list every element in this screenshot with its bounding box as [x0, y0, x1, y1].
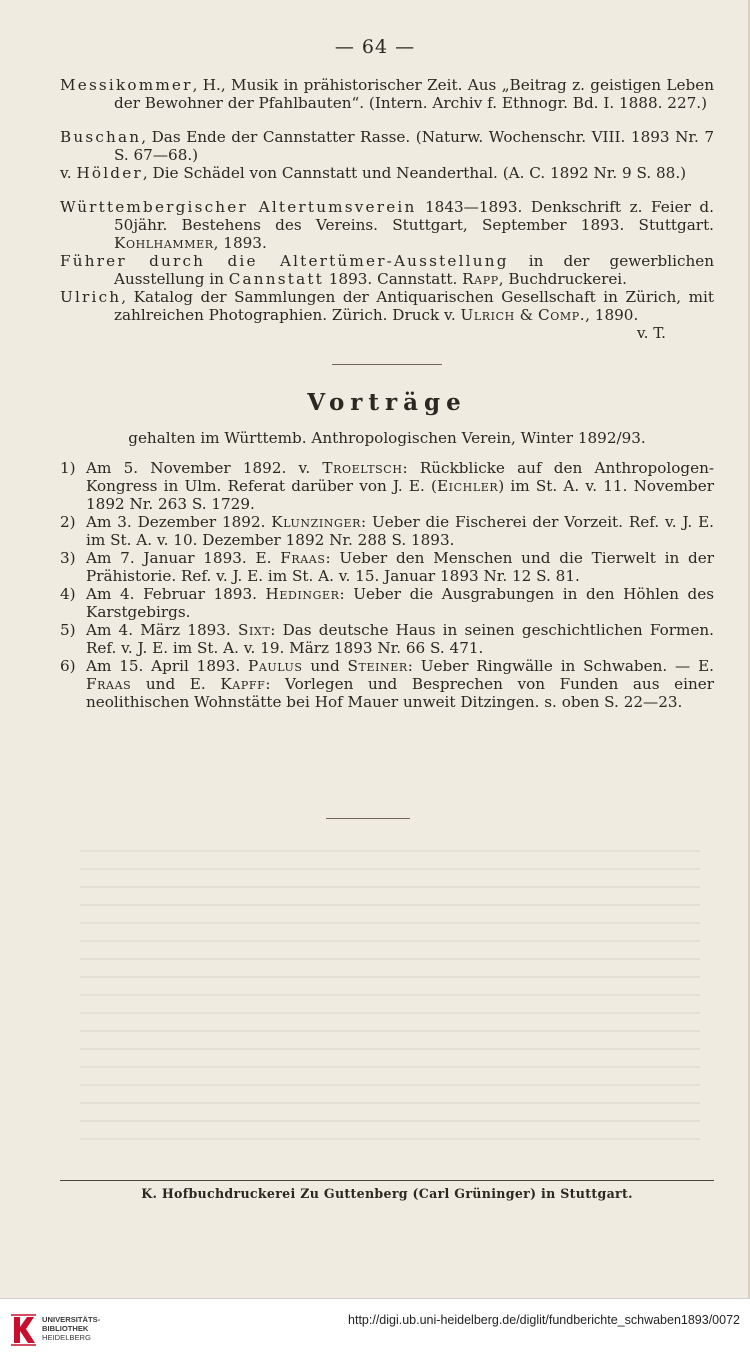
- talk-number: 3): [60, 549, 76, 567]
- speaker-name: Hedinger: [265, 585, 340, 603]
- talk-text: Am 3. Dezember 1892.: [86, 513, 272, 531]
- author-name: Württembergischer Altertumsverein: [60, 198, 417, 216]
- author-prefix: v.: [60, 164, 77, 182]
- page-number: — 64 —: [334, 36, 416, 58]
- entry-text: , H., Musik in prähistorischer Zeit. Aus „Beitrag z. geistigen Leben der Bewohner der Pfahlbauten“. (Intern. Archiv f. Ethnogr. Bd. I. 1888. 227.): [114, 76, 714, 112]
- talk-text: Am 7. Januar 1893. E.: [86, 549, 281, 567]
- section-subtitle: gehalten im Württemb. Anthropologischen Verein, Winter 1892/93.: [128, 429, 646, 447]
- university-library-logo-icon[interactable]: [8, 1313, 38, 1347]
- entry-text-mid: &: [514, 306, 539, 324]
- library-name-line1: UNIVERSITÄTS-: [42, 1315, 101, 1324]
- speaker-name: Fraas: [280, 549, 326, 567]
- printer-rule: [60, 1180, 714, 1181]
- talk-text: und E.: [131, 675, 221, 693]
- speaker-name: Klunzinger: [271, 513, 361, 531]
- entry-text-end: , Buchdruckerei.: [498, 270, 627, 288]
- talk-number: 6): [60, 657, 76, 675]
- library-name-line3: HEIDELBERG: [42, 1333, 91, 1342]
- speaker-name: Steiner: [347, 657, 408, 675]
- talk-number: 5): [60, 621, 76, 639]
- talk-text: : Vorlegen und Besprechen von Funden aus einer neolithischen Wohnstätte bei Hof Mauer unweit Ditzingen. s. oben S. 22—23.: [86, 675, 714, 711]
- speaker-name: Sixt: [237, 621, 271, 639]
- library-name-line2: BIBLIOTHEK: [42, 1324, 89, 1333]
- entry-text: in der gewerblichen Ausstellung in: [114, 252, 715, 288]
- literature-entry-5: [60, 252, 714, 288]
- talk-text: : Das deutsche Haus in seinen geschichtlichen Formen. Ref. v. J. E. im St. A. v. 19. März 1893 Nr. 66 S. 471.: [86, 621, 714, 657]
- talk-number: 1): [60, 459, 76, 477]
- author-name: Buschan: [60, 128, 142, 146]
- talk-item-3: [60, 549, 714, 585]
- entry-text: , Die Schädel von Cannstatt und Neanderthal. (A. C. 1892 Nr. 9 S. 88.): [142, 164, 687, 182]
- talk-text: Am 5. November 1892. v.: [86, 459, 323, 477]
- talk-item-5: [60, 621, 714, 657]
- entry-text: , Katalog der Sammlungen der Antiquarischen Gesellschaft in Zürich, mit zahlreichen Photographien. Zürich. Druck v.: [114, 288, 714, 324]
- viewer-footer: [0, 1298, 750, 1360]
- talk-text: : Ueber die Fischerei der Vorzeit. Ref. v. J. E. im St. A. v. 10. Dezember 1892 Nr. 288 S. 1893.: [86, 513, 714, 549]
- speaker-name: Fraas: [86, 675, 132, 693]
- entry-text-end: , 1890.: [585, 306, 639, 324]
- speaker-name: Troeltsch: [322, 459, 403, 477]
- publisher-name-2: Comp.: [538, 306, 586, 324]
- section-title: Vorträge: [307, 389, 467, 416]
- author-name: Hölder: [76, 164, 143, 182]
- speaker-name: Eichler: [436, 477, 499, 495]
- signature: v. T.: [636, 324, 666, 342]
- section-end-divider: [326, 818, 410, 819]
- entry-text-mid: 1893. Cannstatt.: [323, 270, 463, 288]
- speaker-name: Kapff: [220, 675, 266, 693]
- talk-text: : Ueber den Menschen und die Tierwelt in der Prähistorie. Ref. v. J. E. im St. A. v. 15. Januar 1893 Nr. 12 S. 81.: [86, 549, 714, 585]
- author-name: Messikommer: [60, 76, 193, 94]
- talk-item-2: [60, 513, 714, 549]
- library-name: [42, 1315, 100, 1342]
- talk-text: Am 4. März 1893.: [86, 621, 238, 639]
- talk-text: Am 4. Februar 1893.: [86, 585, 266, 603]
- talk-text: : Rückblicke auf den Anthropologen-Kongress in Ulm. Referat darüber von J. E. (: [86, 459, 714, 495]
- entry-text-end: , 1893.: [213, 234, 267, 252]
- literature-entry-2: [60, 128, 714, 164]
- section-divider: [332, 364, 442, 365]
- publisher-name: Kohlhammer: [114, 234, 214, 252]
- literature-entry-1: [60, 76, 714, 112]
- talk-number: 4): [60, 585, 76, 603]
- talk-text: ) im St. A. v. 11. November 1892 Nr. 263 S. 1729.: [86, 477, 714, 513]
- talk-item-1: [60, 459, 714, 513]
- place-name: Cannstatt: [228, 270, 324, 288]
- entry-text: 1843—1893. Denkschrift z. Feier d. 50jähr. Bestehens des Vereins. Stuttgart, September 1893. Stuttgart.: [114, 198, 714, 234]
- entry-text: , Das Ende der Cannstatter Rasse. (Naturw. Wochenschr. VIII. 1893 Nr. 7 S. 67—68.): [114, 128, 714, 164]
- printer-imprint: K. Hofbuchdruckerei Zu Guttenberg (Carl Grüninger) in Stuttgart.: [141, 1186, 633, 1201]
- literature-entry-6: [60, 288, 714, 324]
- speaker-name: Paulus: [248, 657, 303, 675]
- page-content: [60, 76, 714, 711]
- talk-text: und: [302, 657, 348, 675]
- talk-text: : Ueber Ringwälle in Schwaben. — E.: [407, 657, 714, 675]
- literature-entry-3: [60, 164, 714, 182]
- talk-text: : Ueber die Ausgrabungen in den Höhlen des Karstgebirgs.: [86, 585, 714, 621]
- permalink-url[interactable]: http://digi.ub.uni-heidelberg.de/diglit/fundberichte_schwaben1893/0072: [348, 1313, 740, 1327]
- talk-item-6: [60, 657, 714, 711]
- author-name: Ulrich: [60, 288, 122, 306]
- talk-number: 2): [60, 513, 76, 531]
- talk-item-4: [60, 585, 714, 621]
- publisher-name: Rapp: [462, 270, 499, 288]
- author-name: Führer durch die Altertümer-Ausstellung: [60, 252, 509, 270]
- bleed-through-texture: [80, 850, 700, 1150]
- talk-text: Am 15. April 1893.: [86, 657, 248, 675]
- literature-entry-4: [60, 198, 714, 252]
- publisher-name: Ulrich: [460, 306, 515, 324]
